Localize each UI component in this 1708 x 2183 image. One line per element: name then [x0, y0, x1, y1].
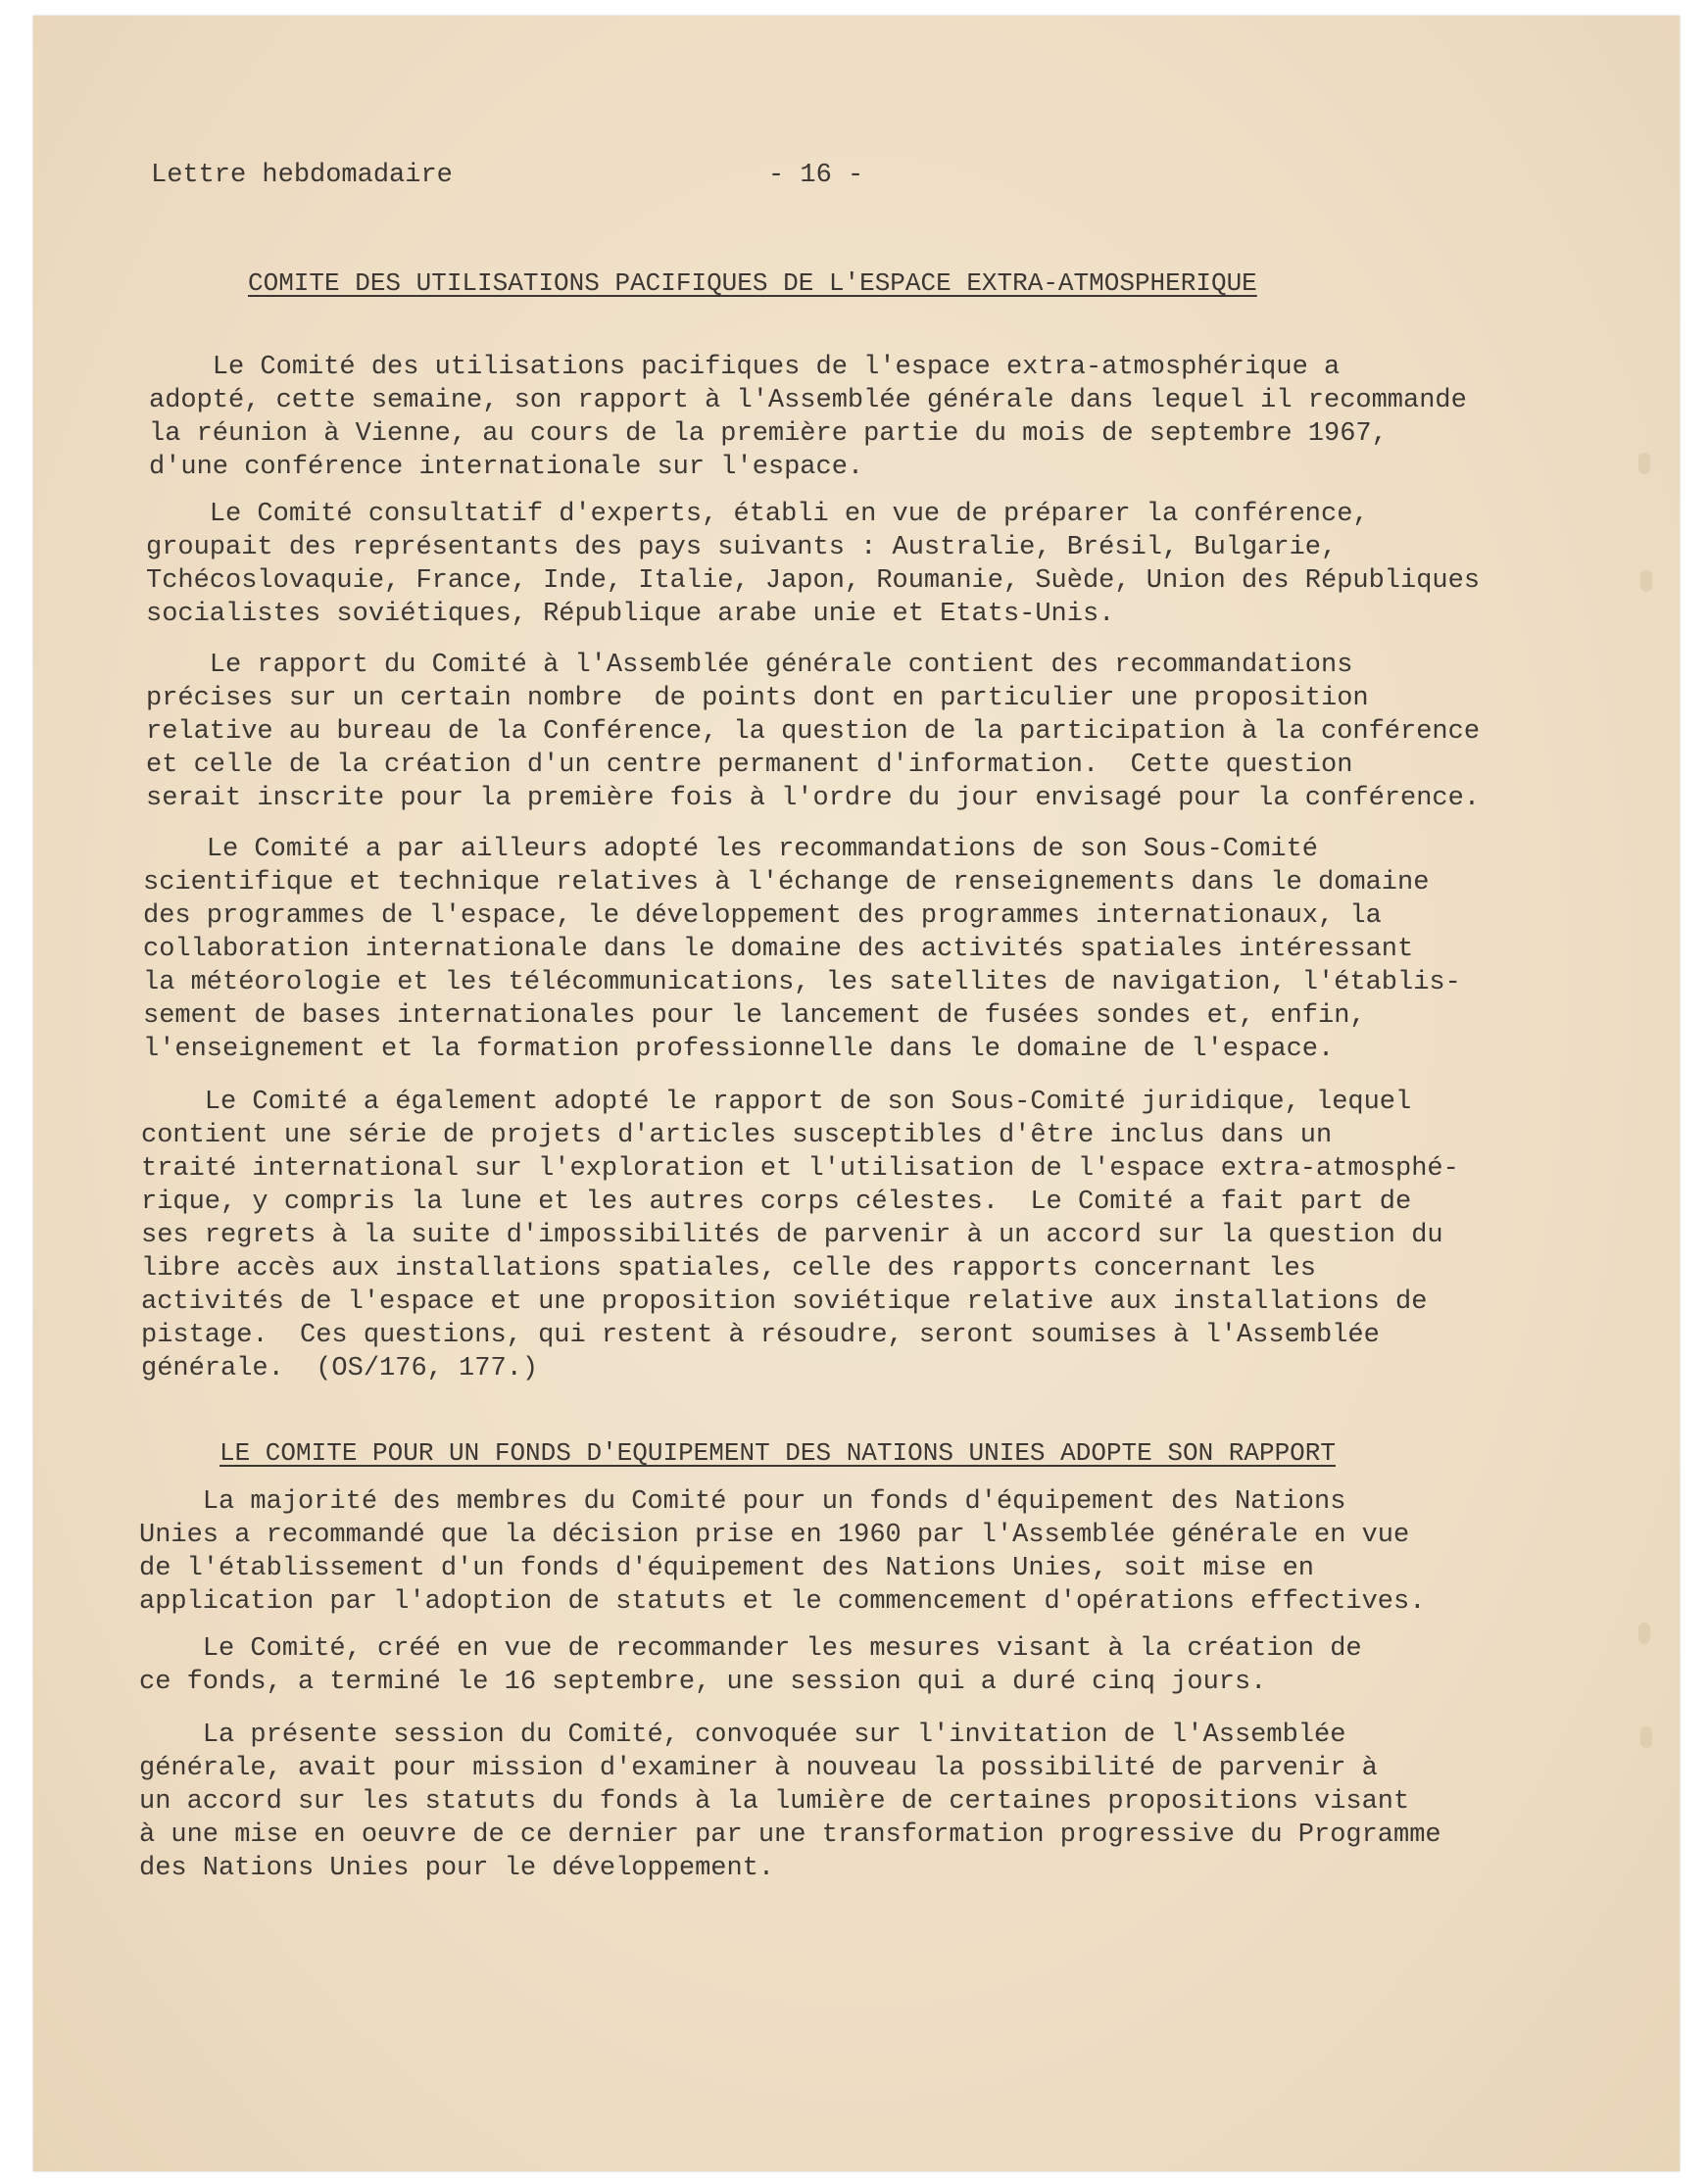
section-title-fonds: LE COMITE POUR UN FONDS D'EQUIPEMENT DES NATIONS UNIES ADOPTE SON RAPPORT: [220, 1438, 1336, 1468]
document-page: [33, 16, 1680, 2171]
page-number: - 16 -: [768, 161, 864, 190]
binding-hole-mark: [1638, 453, 1650, 474]
section-title-espace: COMITE DES UTILISATIONS PACIFIQUES DE L'ESPACE EXTRA-ATMOSPHERIQUE: [248, 268, 1257, 298]
paragraph: Le Comité des utilisations pacifiques de l'espace extra-atmosphérique a adopté, cette semaine, son rapport à l'Assemblée générale dans lequel il recommande la réunion à Vienne, au cours de la première partie du mois de septembre 1967, d'une conférence internationale sur l'espace.: [149, 353, 1467, 482]
paragraph: Le Comité a également adopté le rapport de son Sous-Comité juridique, lequel contient une série de projets d'articles susceptibles d'être inclus dans un traité international sur l'exploration et l'utilisation de l'espace extra-atmosphé- rique, y compris la lune et les autres corps célestes. Le Comité a fait part de ses regrets à la suite d'impossibilités de parvenir à un accord sur la question du libre accès aux installations spatiales, celle des rapports concernant les activités de l'espace et une proposition soviétique relative aux installations de pistage. Ces questions, qui restent à résoudre, seront soumises à l'Assemblée générale. (OS/176, 177.): [141, 1088, 1459, 1383]
paragraph: Le Comité a par ailleurs adopté les recommandations de son Sous-Comité scientifique et technique relatives à l'échange de renseignements dans le domaine des programmes de l'espace, le développement des programmes internationaux, la collaboration internationale dans le domaine des activités spatiales intéressant la météorologie et les télécommunications, les satellites de navigation, l'établis- sement de bases internationales pour le lancement de fusées sondes et, enfin, l'enseignement et la formation professionnelle dans le domaine de l'espace.: [143, 835, 1461, 1064]
paragraph: Le Comité consultatif d'experts, établi en vue de préparer la conférence, groupait des représentants des pays suivants : Australie, Brésil, Bulgarie, Tchécoslovaquie, France, Inde, Italie, Japon, Roumanie, Suède, Union des Républiques socialistes soviétiques, République arabe unie et Etats-Unis.: [146, 500, 1481, 629]
binding-hole-mark: [1640, 570, 1652, 592]
header-title: Lettre hebdomadaire: [151, 161, 453, 190]
paragraph: La majorité des membres du Comité pour un fonds d'équipement des Nations Unies a recommandé que la décision prise en 1960 par l'Assemblée générale en vue de l'établissement d'un fonds d'équipement des Nations Unies, soit mise en application par l'adoption de statuts et le commencement d'opérations effectives.: [139, 1487, 1426, 1617]
binding-hole-mark: [1640, 1726, 1652, 1748]
paragraph: La présente session du Comité, convoquée sur l'invitation de l'Assemblée générale, avait pour mission d'examiner à nouveau la possibilité de parvenir à un accord sur les statuts du fonds à la lumière de certaines propositions visant à une mise en oeuvre de ce dernier par une transformation progressive du Programme des Nations Unies pour le développement.: [139, 1721, 1441, 1883]
paragraph: Le rapport du Comité à l'Assemblée générale contient des recommandations précises sur un certain nombre de points dont en particulier une proposition relative au bureau de la Conférence, la question de la participation à la conférence et celle de la création d'un centre permanent d'information. Cette question serait inscrite pour la première fois à l'ordre du jour envisagé pour la conférence.: [146, 651, 1481, 813]
paragraph: Le Comité, créé en vue de recommander les mesures visant à la création de ce fonds, a terminé le 16 septembre, une session qui a duré cinq jours.: [139, 1634, 1362, 1697]
binding-hole-mark: [1638, 1623, 1650, 1644]
